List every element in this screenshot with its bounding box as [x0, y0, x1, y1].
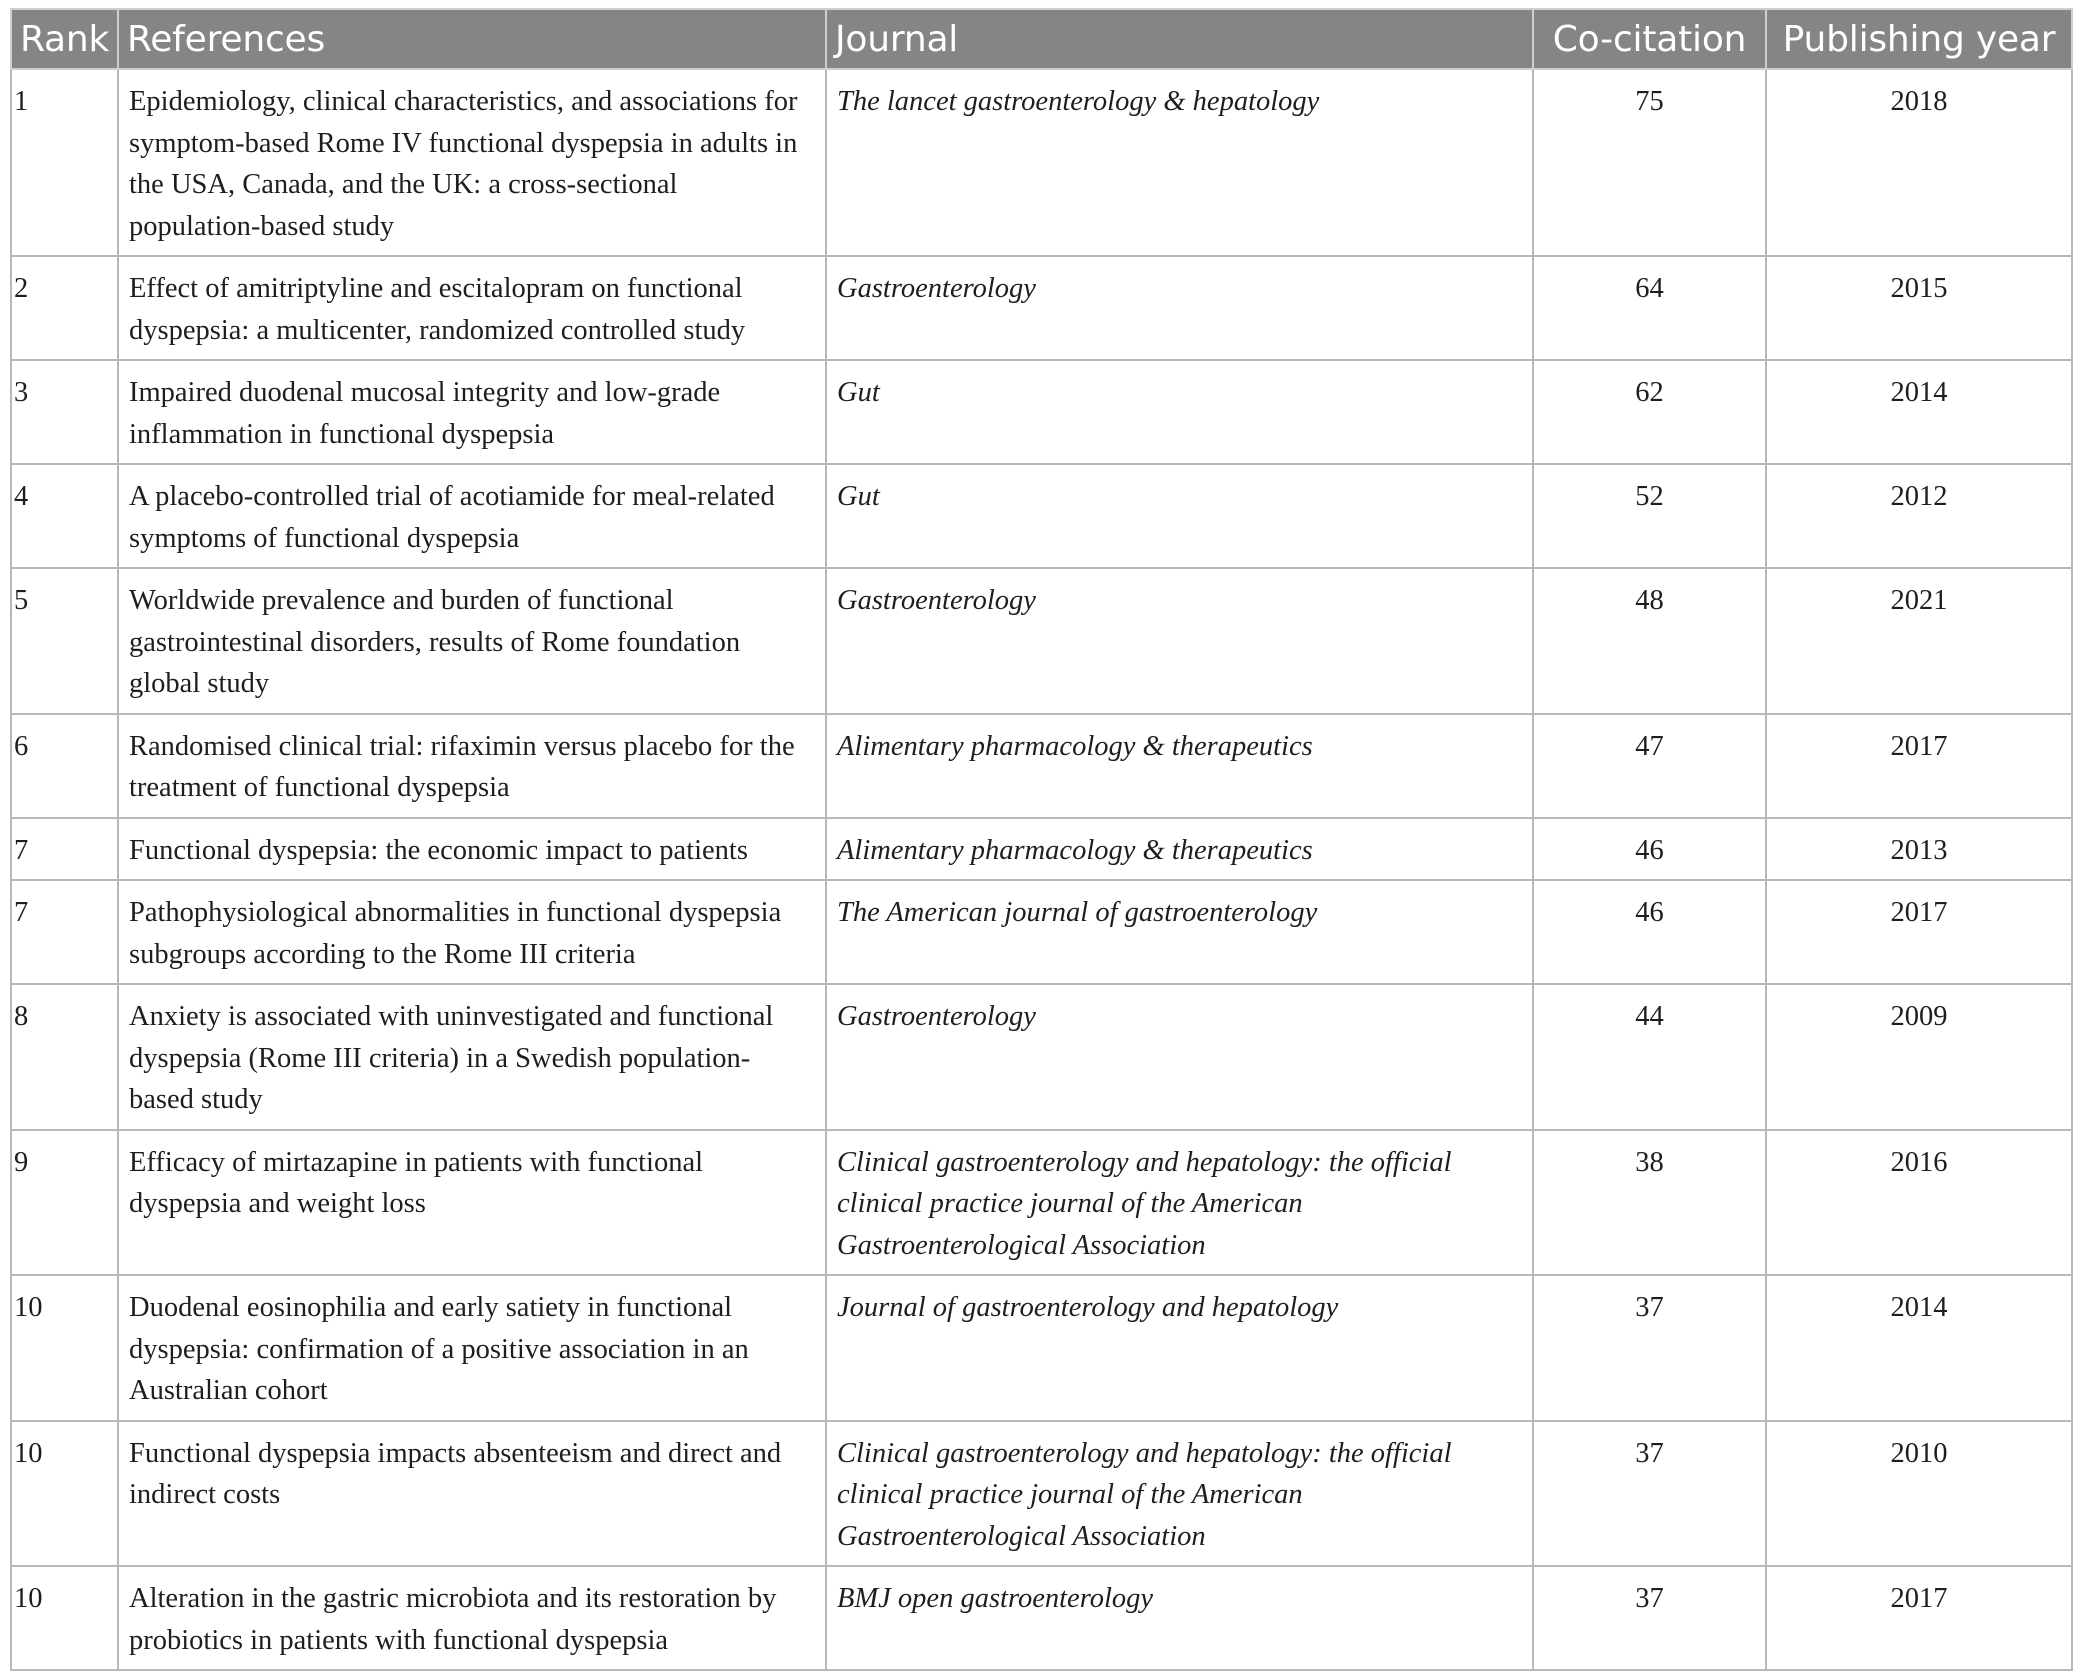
co-citation-cell: 75	[1533, 69, 1766, 256]
co-citation-cell: 37	[1533, 1275, 1766, 1421]
year-cell: 2009	[1766, 984, 2072, 1130]
journal-cell: Gut	[826, 360, 1533, 464]
co-citation-cell: 62	[1533, 360, 1766, 464]
rank-cell: 1	[11, 69, 118, 256]
co-citation-cell: 47	[1533, 714, 1766, 818]
table-row	[11, 1130, 2072, 1276]
rank-cell: 8	[11, 984, 118, 1130]
co-citation-table-container	[10, 8, 2073, 1671]
table-row	[11, 984, 2072, 1130]
co-citation-table	[10, 8, 2073, 1671]
year-cell: 2010	[1766, 1421, 2072, 1567]
rank-cell: 10	[11, 1275, 118, 1421]
year-cell: 2014	[1766, 360, 2072, 464]
journal-cell: Clinical gastroenterology and hepatology: the official clinical practice journal of the American Gastroenterological Association	[826, 1130, 1533, 1276]
rank-cell: 3	[11, 360, 118, 464]
reference-cell: Duodenal eosinophilia and early satiety in functional dyspepsia: confirmation of a positive association in an Australian cohort	[118, 1275, 826, 1421]
reference-cell: Pathophysiological abnormalities in functional dyspepsia subgroups according to the Rome III criteria	[118, 880, 826, 984]
rank-cell: 7	[11, 880, 118, 984]
table-row	[11, 880, 2072, 984]
reference-cell: Functional dyspepsia: the economic impact to patients	[118, 818, 826, 881]
reference-cell: Impaired duodenal mucosal integrity and low-grade inflammation in functional dyspepsia	[118, 360, 826, 464]
table-row	[11, 1421, 2072, 1567]
rank-cell: 4	[11, 464, 118, 568]
table-row	[11, 256, 2072, 360]
rank-cell: 2	[11, 256, 118, 360]
year-cell: 2016	[1766, 1130, 2072, 1276]
co-citation-cell: 37	[1533, 1421, 1766, 1567]
co-citation-cell: 46	[1533, 818, 1766, 881]
reference-cell: Epidemiology, clinical characteristics, and associations for symptom-based Rome IV functional dyspepsia in adults in the USA, Canada, and the UK: a cross-sectional population-based study	[118, 69, 826, 256]
co-citation-cell: 38	[1533, 1130, 1766, 1276]
co-citation-cell: 46	[1533, 880, 1766, 984]
reference-cell: Functional dyspepsia impacts absenteeism and direct and indirect costs	[118, 1421, 826, 1567]
co-citation-cell: 37	[1533, 1566, 1766, 1670]
journal-cell: Gut	[826, 464, 1533, 568]
table-row	[11, 464, 2072, 568]
journal-cell: Journal of gastroenterology and hepatology	[826, 1275, 1533, 1421]
journal-cell: Gastroenterology	[826, 568, 1533, 714]
table-row	[11, 714, 2072, 818]
table-row	[11, 818, 2072, 881]
reference-cell: Randomised clinical trial: rifaximin versus placebo for the treatment of functional dyspepsia	[118, 714, 826, 818]
journal-cell: Gastroenterology	[826, 256, 1533, 360]
year-cell: 2017	[1766, 1566, 2072, 1670]
journal-cell: Alimentary pharmacology & therapeutics	[826, 818, 1533, 881]
rank-cell: 6	[11, 714, 118, 818]
header-publishing-year: Publishing year	[1766, 9, 2072, 69]
rank-cell: 7	[11, 818, 118, 881]
table-row	[11, 1275, 2072, 1421]
reference-cell: Worldwide prevalence and burden of functional gastrointestinal disorders, results of Rome foundation global study	[118, 568, 826, 714]
co-citation-cell: 44	[1533, 984, 1766, 1130]
year-cell: 2017	[1766, 714, 2072, 818]
rank-cell: 9	[11, 1130, 118, 1276]
header-rank: Rank	[11, 9, 118, 69]
reference-cell: Effect of amitriptyline and escitalopram on functional dyspepsia: a multicenter, randomized controlled study	[118, 256, 826, 360]
header-journal: Journal	[826, 9, 1533, 69]
header-references: References	[118, 9, 826, 69]
year-cell: 2017	[1766, 880, 2072, 984]
table-row	[11, 360, 2072, 464]
journal-cell: Gastroenterology	[826, 984, 1533, 1130]
reference-cell: Alteration in the gastric microbiota and its restoration by probiotics in patients with functional dyspepsia	[118, 1566, 826, 1670]
journal-cell: The American journal of gastroenterology	[826, 880, 1533, 984]
header-row	[11, 9, 2072, 69]
year-cell: 2012	[1766, 464, 2072, 568]
journal-cell: Alimentary pharmacology & therapeutics	[826, 714, 1533, 818]
year-cell: 2014	[1766, 1275, 2072, 1421]
reference-cell: A placebo-controlled trial of acotiamide for meal-related symptoms of functional dyspepsia	[118, 464, 826, 568]
table-row	[11, 69, 2072, 256]
rank-cell: 10	[11, 1421, 118, 1567]
year-cell: 2015	[1766, 256, 2072, 360]
journal-cell: BMJ open gastroenterology	[826, 1566, 1533, 1670]
reference-cell: Efficacy of mirtazapine in patients with functional dyspepsia and weight loss	[118, 1130, 826, 1276]
co-citation-cell: 64	[1533, 256, 1766, 360]
year-cell: 2018	[1766, 69, 2072, 256]
reference-cell: Anxiety is associated with uninvestigated and functional dyspepsia (Rome III criteria) in a Swedish population-based study	[118, 984, 826, 1130]
journal-cell: The lancet gastroenterology & hepatology	[826, 69, 1533, 256]
co-citation-cell: 52	[1533, 464, 1766, 568]
table-row	[11, 568, 2072, 714]
co-citation-cell: 48	[1533, 568, 1766, 714]
rank-cell: 5	[11, 568, 118, 714]
year-cell: 2021	[1766, 568, 2072, 714]
rank-cell: 10	[11, 1566, 118, 1670]
journal-cell: Clinical gastroenterology and hepatology: the official clinical practice journal of the American Gastroenterological Association	[826, 1421, 1533, 1567]
table-row	[11, 1566, 2072, 1670]
header-co-citation: Co-citation	[1533, 9, 1766, 69]
year-cell: 2013	[1766, 818, 2072, 881]
